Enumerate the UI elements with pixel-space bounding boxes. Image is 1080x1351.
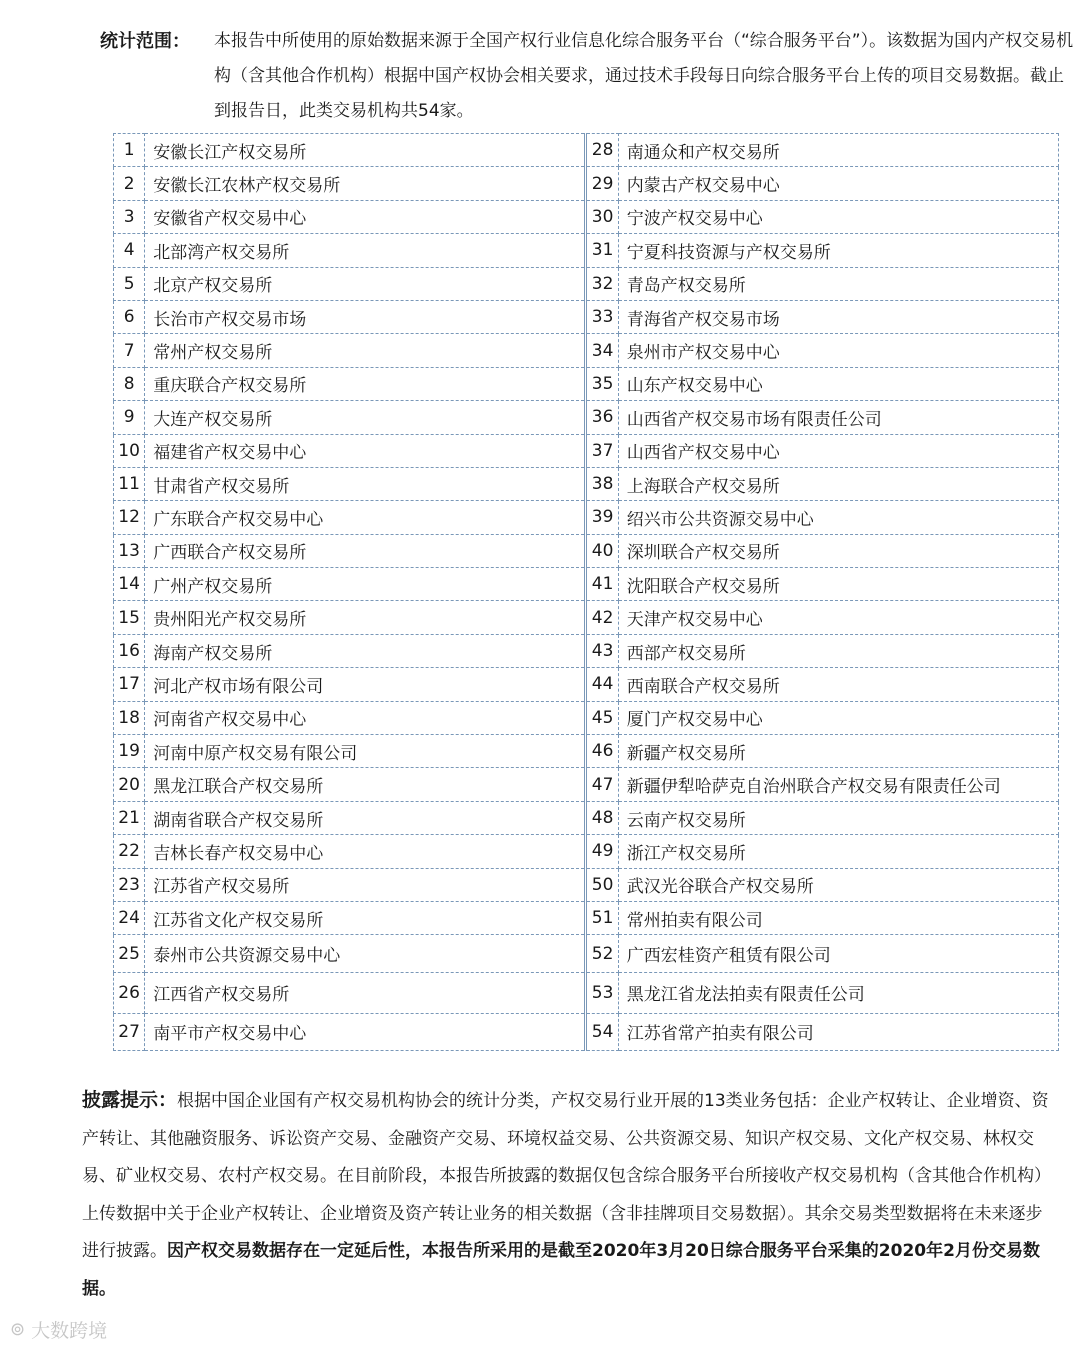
table-row [114,668,1059,701]
institution-name: 安徽省产权交易中心 [145,200,586,233]
table-row [114,768,1059,801]
table-row [114,167,1059,200]
disclosure-text: 根据中国企业国有产权交易机构协会的统计分类，产权交易行业开展的13类业务包括：企业产权转让、企业增资、资产转让、其他融资服务、诉讼资产交易、金融资产交易、环境权益交易、公共资源交易、知识产权交易、文化产权交易、林权交易、矿业权交易、农村产权交易。在目前阶段，本报告所披露的数据仅包含综合服务平台所接收产权交易机构（含其他合作机构）上传数据中关于企业产权转让、企业增资及资产转让业务的相关数据（含非挂牌项目交易数据）。其余交易类型数据将在未来逐步进行披露。 [82,1091,1051,1261]
institution-name: 沈阳联合产权交易所 [618,568,1058,601]
table-row [114,300,1059,333]
scope-text: 本报告中所使用的原始数据来源于全国产权行业信息化综合服务平台（“综合服务平台”）。该数据为国内产权交易机构（含其他合作机构）根据中国产权协会相关要求，通过技术手段每日向综合服务平台上传的项目交易数据。截止到报告日，此类交易机构共54家。 [214,31,1074,121]
institution-name: 新疆产权交易所 [618,735,1058,768]
institution-name: 江苏省文化产权交易所 [145,901,586,934]
institution-name: 黑龙江联合产权交易所 [145,768,586,801]
institution-number: 35 [586,367,618,400]
institution-number: 25 [114,935,145,973]
institution-number: 47 [586,768,618,801]
institution-name: 安徽长江农林产权交易所 [145,167,586,200]
institution-name: 贵州阳光产权交易所 [145,601,586,634]
institution-number: 1 [114,134,145,167]
institution-number: 52 [586,935,618,973]
watermark-text: 大数跨境 [31,1320,108,1342]
institution-number: 33 [586,300,618,333]
table-row [114,334,1059,367]
institution-number: 40 [586,534,618,567]
institution-name: 云南产权交易所 [618,801,1058,834]
institution-number: 2 [114,167,145,200]
institution-name: 重庆联合产权交易所 [145,367,586,400]
institution-number: 51 [586,901,618,934]
table-row [114,973,1059,1013]
institution-name: 海南产权交易所 [145,634,586,667]
table-row [114,534,1059,567]
table-row [114,501,1059,534]
institution-name: 长治市产权交易市场 [145,300,586,333]
institution-number: 19 [114,735,145,768]
institution-number: 53 [586,973,618,1013]
institution-number: 48 [586,801,618,834]
institution-name: 北部湾产权交易所 [145,234,586,267]
institution-number: 26 [114,973,145,1013]
institution-name: 广西宏桂资产租赁有限公司 [618,935,1058,973]
institution-number: 39 [586,501,618,534]
institution-name: 山西省产权交易市场有限责任公司 [618,401,1058,434]
institution-number: 9 [114,401,145,434]
institution-name: 青岛产权交易所 [618,267,1058,300]
table-row [114,234,1059,267]
institution-name: 宁波产权交易中心 [618,200,1058,233]
institution-number: 38 [586,467,618,500]
institution-name: 天津产权交易中心 [618,601,1058,634]
disclosure-label: 披露提示： [82,1089,178,1111]
institution-number: 27 [114,1013,145,1051]
statistics-scope [100,24,1075,129]
institution-name: 深圳联合产权交易所 [618,534,1058,567]
institution-name: 常州产权交易所 [145,334,586,367]
institution-name: 广州产权交易所 [145,568,586,601]
weibo-icon: ⊚ [10,1319,26,1340]
institution-table [113,133,1059,1051]
institution-number: 45 [586,701,618,734]
institution-number: 4 [114,234,145,267]
institution-number: 28 [586,134,618,167]
institution-name: 浙江产权交易所 [618,835,1058,868]
institution-number: 31 [586,234,618,267]
institution-number: 49 [586,835,618,868]
institution-name: 厦门产权交易中心 [618,701,1058,734]
institution-name: 青海省产权交易市场 [618,300,1058,333]
institution-name: 河南省产权交易中心 [145,701,586,734]
institution-number: 10 [114,434,145,467]
table-row [114,568,1059,601]
institution-number: 14 [114,568,145,601]
institution-number: 43 [586,634,618,667]
institution-name: 绍兴市公共资源交易中心 [618,501,1058,534]
institution-name: 武汉光谷联合产权交易所 [618,868,1058,901]
table-row [114,367,1059,400]
institution-name: 西部产权交易所 [618,634,1058,667]
table-row [114,267,1059,300]
table-row [114,200,1059,233]
institution-number: 11 [114,467,145,500]
table-row [114,901,1059,934]
institution-number: 7 [114,334,145,367]
institution-number: 17 [114,668,145,701]
institution-number: 5 [114,267,145,300]
institution-name: 湖南省联合产权交易所 [145,801,586,834]
institution-number: 16 [114,634,145,667]
table-row [114,601,1059,634]
institution-number: 54 [586,1013,618,1051]
institution-name: 江苏省常产拍卖有限公司 [618,1013,1058,1051]
institution-number: 8 [114,367,145,400]
institution-number: 18 [114,701,145,734]
institution-number: 20 [114,768,145,801]
table-row [114,935,1059,973]
institution-number: 44 [586,668,618,701]
institution-number: 12 [114,501,145,534]
institution-number: 22 [114,835,145,868]
scope-label: 统计范围： [100,31,190,52]
institution-name: 内蒙古产权交易中心 [618,167,1058,200]
institution-name: 西南联合产权交易所 [618,668,1058,701]
institution-name: 大连产权交易所 [145,401,586,434]
institution-number: 23 [114,868,145,901]
institution-name: 北京产权交易所 [145,267,586,300]
table-row [114,634,1059,667]
institution-name: 广东联合产权交易中心 [145,501,586,534]
institution-number: 46 [586,735,618,768]
institution-number: 6 [114,300,145,333]
institution-name: 广西联合产权交易所 [145,534,586,567]
institution-name: 上海联合产权交易所 [618,467,1058,500]
institution-number: 15 [114,601,145,634]
institution-name: 泰州市公共资源交易中心 [145,935,586,973]
institution-name: 甘肃省产权交易所 [145,467,586,500]
institution-name: 黑龙江省龙法拍卖有限责任公司 [618,973,1058,1013]
table-row [114,701,1059,734]
institution-number: 30 [586,200,618,233]
institution-number: 34 [586,334,618,367]
institution-name: 江苏省产权交易所 [145,868,586,901]
table-row [114,868,1059,901]
institution-name: 泉州市产权交易中心 [618,334,1058,367]
institution-name: 山东产权交易中心 [618,367,1058,400]
institution-number: 32 [586,267,618,300]
institution-number: 24 [114,901,145,934]
table-row [114,735,1059,768]
institution-number: 13 [114,534,145,567]
institution-name: 宁夏科技资源与产权交易所 [618,234,1058,267]
institution-number: 29 [586,167,618,200]
institution-number: 3 [114,200,145,233]
table-row [114,134,1059,167]
institution-number: 41 [586,568,618,601]
institution-name: 常州拍卖有限公司 [618,901,1058,934]
disclosure-note [82,1082,1057,1308]
table-row [114,835,1059,868]
table-row [114,434,1059,467]
institution-name: 河南中原产权交易有限公司 [145,735,586,768]
table-row [114,801,1059,834]
institution-number: 21 [114,801,145,834]
institution-name: 南平市产权交易中心 [145,1013,586,1051]
institution-name: 安徽长江产权交易所 [145,134,586,167]
table-row [114,467,1059,500]
institution-name: 吉林长春产权交易中心 [145,835,586,868]
institution-number: 50 [586,868,618,901]
table-row [114,1013,1059,1051]
institution-number: 42 [586,601,618,634]
institution-name: 江西省产权交易所 [145,973,586,1013]
institution-name: 山西省产权交易中心 [618,434,1058,467]
institution-name: 河北产权市场有限公司 [145,668,586,701]
institution-number: 36 [586,401,618,434]
institution-name: 新疆伊犁哈萨克自治州联合产权交易有限责任公司 [618,768,1058,801]
watermark [10,1316,107,1343]
institution-number: 37 [586,434,618,467]
disclosure-bold-text: 因产权交易数据存在一定延后性，本报告所采用的是截至2020年3月20日综合服务平台采集的2020年2月份交易数据。 [82,1241,1040,1299]
table-row [114,401,1059,434]
institution-name: 福建省产权交易中心 [145,434,586,467]
institution-name: 南通众和产权交易所 [618,134,1058,167]
